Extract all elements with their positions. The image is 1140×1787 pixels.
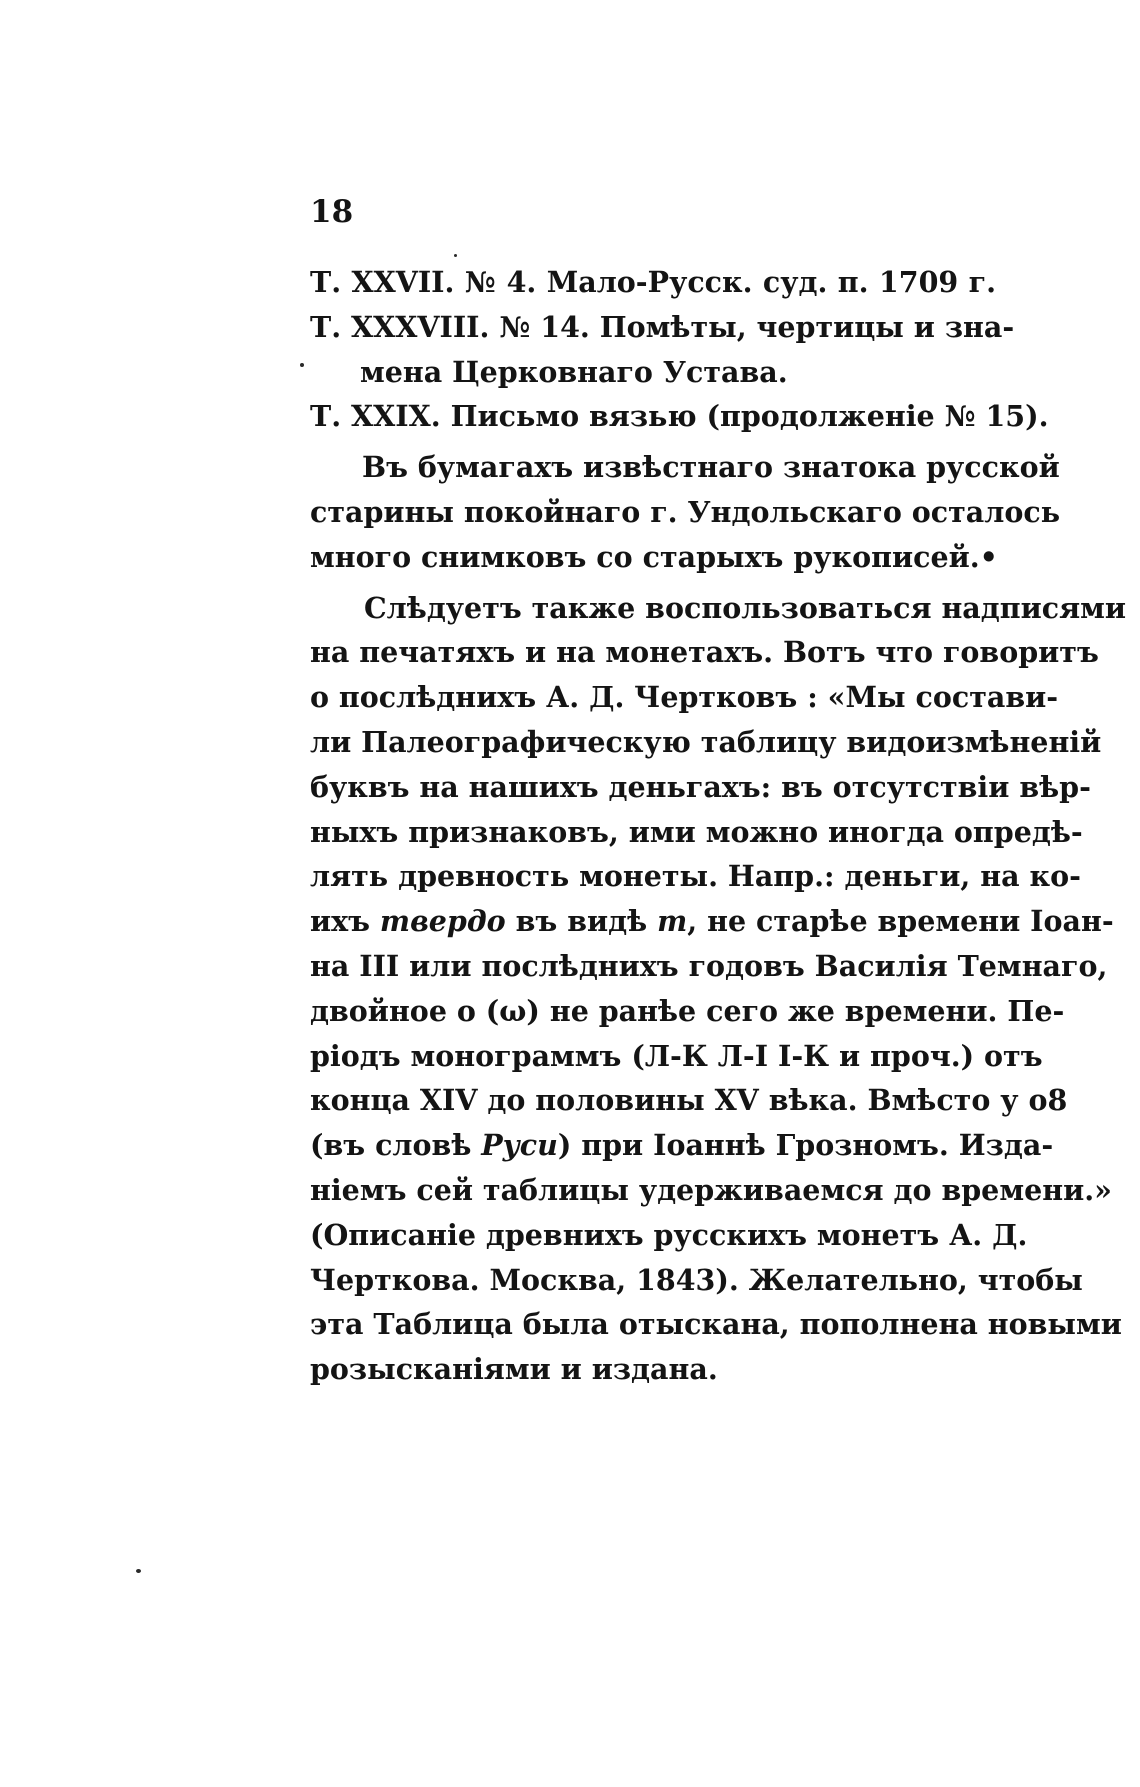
- paragraph-line: [310, 899, 1114, 944]
- paragraph-line: конца XIV до половины XV вѣка. Вмѣсто у о8: [310, 1083, 1068, 1118]
- text-run: въ видѣ: [505, 904, 658, 939]
- paragraph-line: Въ бумагахъ извѣстнаго знатока русской: [362, 450, 1060, 485]
- paragraph-line: старины покойнаго г. Ундольскаго осталось: [310, 494, 1061, 529]
- text-run: ) при Іоаннѣ Грозномъ. Изда-: [557, 1128, 1054, 1163]
- scan-speck: [300, 363, 304, 367]
- list-item: Т. XXXVIII. № 14. Помѣты, чертицы и зна-: [310, 309, 1015, 344]
- paragraph-line: [310, 1123, 1054, 1168]
- italic-term: твердо: [379, 904, 506, 939]
- paragraph-line: буквъ на нашихъ деньгахъ: въ отсутствіи вѣр-: [310, 769, 1091, 804]
- text-run: ихъ: [310, 904, 380, 939]
- scan-speck: [454, 254, 457, 257]
- page-body: [310, 260, 1127, 1392]
- paragraph-line: на III или послѣднихъ годовъ Василія Темнаго,: [310, 948, 1108, 983]
- list-item-continuation: мена Церковнаго Устава.: [360, 354, 788, 389]
- paragraph-line: много снимковъ со старыхъ рукописей.•: [310, 539, 998, 574]
- paragraph-line: (Описаніе древнихъ русскихъ монетъ А. Д.: [310, 1217, 1028, 1252]
- paragraph-line: розысканіями и издана.: [310, 1352, 718, 1387]
- paragraph-line: Черткова. Москва, 1843). Желательно, чтобы: [310, 1262, 1083, 1297]
- paragraph-line: ріодъ монограммъ (Л-К Л-I I-К и проч.) отъ: [310, 1038, 1043, 1073]
- italic-letter: т: [657, 904, 688, 939]
- text-run: (въ словѣ: [310, 1128, 482, 1163]
- list-item: Т. XXIX. Письмо вязью (продолженіе № 15).: [310, 399, 1049, 434]
- italic-word: Руси: [481, 1128, 558, 1163]
- paragraph-line: ли Палеографическую таблицу видоизмѣненій: [310, 724, 1102, 759]
- list-item: Т. XXVII. № 4. Мало-Русск. суд. п. 1709 г.: [310, 265, 996, 299]
- paragraph-line: двойное о (ω) не ранѣе сего же времени. Пе-: [310, 993, 1065, 1028]
- paragraph-line: эта Таблица была отыскана, пополнена новыми: [310, 1307, 1122, 1342]
- paragraph-line: ныхъ признаковъ, ими можно иногда опредѣ-: [310, 814, 1083, 849]
- paragraph-line: Слѣдуетъ также воспользоваться надписями: [364, 590, 1127, 625]
- paragraph-line: лять древность монеты. Напр.: деньги, на ко-: [310, 859, 1081, 894]
- page-number: 18: [310, 194, 354, 230]
- scan-speck: [136, 1569, 141, 1573]
- paragraph-line: о послѣднихъ А. Д. Чертковъ : «Мы состави-: [310, 680, 1059, 715]
- text-run: , не старѣе времени Іоан-: [687, 904, 1114, 939]
- paragraph-line: ніемъ сей таблицы удерживаемся до времени.»: [310, 1172, 1112, 1207]
- paragraph-line: на печатяхъ и на монетахъ. Вотъ что говоритъ: [310, 635, 1099, 670]
